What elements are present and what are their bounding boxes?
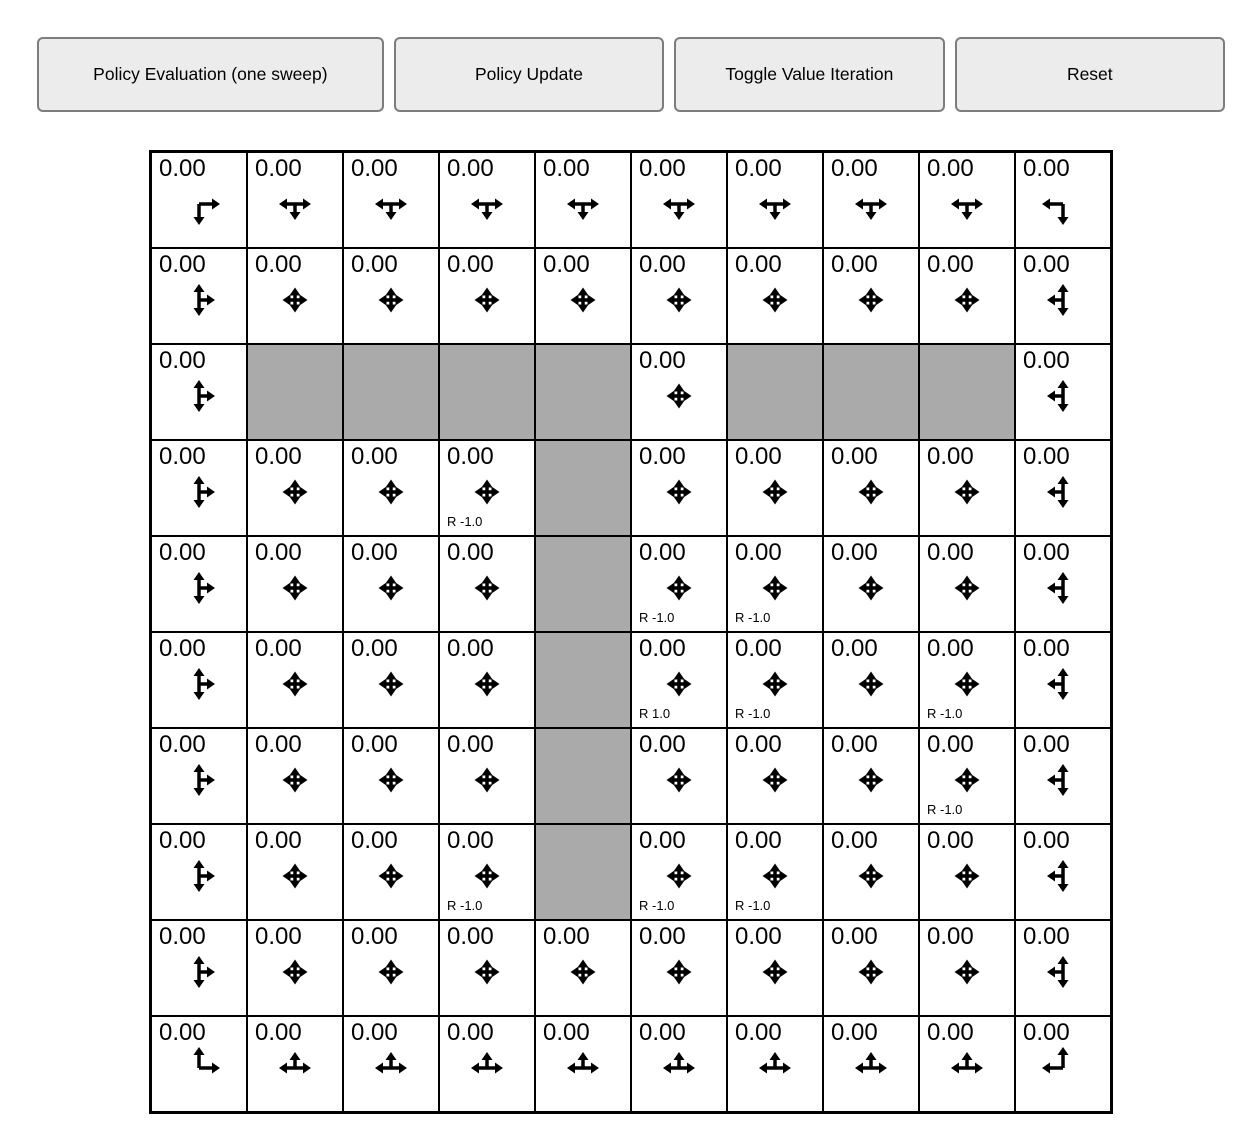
policy-arrows-icon bbox=[369, 1046, 413, 1090]
grid-cell[interactable] bbox=[439, 536, 535, 632]
policy-arrows-icon bbox=[273, 758, 317, 802]
grid-cell[interactable] bbox=[343, 440, 439, 536]
grid-cell[interactable] bbox=[1015, 440, 1111, 536]
state-value: 0.00 bbox=[447, 1019, 494, 1046]
state-value: 0.00 bbox=[351, 1019, 398, 1046]
state-value: 0.00 bbox=[159, 251, 206, 278]
policy-arrows-icon bbox=[1041, 278, 1085, 322]
grid-cell[interactable] bbox=[823, 824, 919, 920]
grid-cell[interactable] bbox=[727, 440, 823, 536]
state-value: 0.00 bbox=[831, 731, 878, 758]
reward-label: R -1.0 bbox=[927, 706, 963, 721]
grid-cell[interactable] bbox=[919, 536, 1015, 632]
state-value: 0.00 bbox=[351, 731, 398, 758]
state-value: 0.00 bbox=[927, 251, 974, 278]
policy-arrows-icon bbox=[1041, 758, 1085, 802]
state-value: 0.00 bbox=[927, 731, 974, 758]
policy-arrows-icon bbox=[945, 278, 989, 322]
state-value: 0.00 bbox=[255, 251, 302, 278]
grid-cell[interactable] bbox=[919, 440, 1015, 536]
policy-arrows-icon bbox=[465, 566, 509, 610]
state-value: 0.00 bbox=[735, 635, 782, 662]
grid-wall-cell[interactable] bbox=[535, 728, 631, 824]
policy-arrows-icon bbox=[945, 566, 989, 610]
gridworld bbox=[149, 150, 1113, 1114]
grid-cell[interactable] bbox=[823, 1016, 919, 1112]
reward-label: R -1.0 bbox=[735, 706, 771, 721]
policy-arrows-icon bbox=[753, 470, 797, 514]
grid-cell[interactable] bbox=[631, 536, 727, 632]
policy-arrows-icon bbox=[945, 1046, 989, 1090]
state-value: 0.00 bbox=[159, 443, 206, 470]
grid-cell[interactable] bbox=[343, 1016, 439, 1112]
state-value: 0.00 bbox=[831, 155, 878, 182]
state-value: 0.00 bbox=[639, 1019, 686, 1046]
policy-arrows-icon bbox=[177, 950, 221, 994]
state-value: 0.00 bbox=[1023, 251, 1070, 278]
policy-arrows-icon bbox=[1041, 182, 1085, 226]
policy-arrows-icon bbox=[465, 278, 509, 322]
state-value: 0.00 bbox=[159, 635, 206, 662]
policy-update-button[interactable]: Policy Update bbox=[394, 37, 664, 112]
reward-label: R -1.0 bbox=[927, 802, 963, 817]
grid-cell[interactable] bbox=[343, 632, 439, 728]
grid-cell[interactable] bbox=[151, 536, 247, 632]
grid-wall-cell[interactable] bbox=[535, 632, 631, 728]
grid-cell[interactable] bbox=[823, 632, 919, 728]
state-value: 0.00 bbox=[639, 827, 686, 854]
policy-arrows-icon bbox=[465, 662, 509, 706]
policy-arrows-icon bbox=[177, 182, 221, 226]
grid-cell[interactable] bbox=[151, 152, 247, 248]
grid-cell[interactable] bbox=[535, 1016, 631, 1112]
grid-cell[interactable] bbox=[343, 920, 439, 1016]
state-value: 0.00 bbox=[639, 251, 686, 278]
state-value: 0.00 bbox=[159, 1019, 206, 1046]
grid-wall-cell[interactable] bbox=[247, 344, 343, 440]
policy-arrows-icon bbox=[657, 566, 701, 610]
reward-label: R 1.0 bbox=[639, 706, 671, 721]
state-value: 0.00 bbox=[447, 731, 494, 758]
policy-arrows-icon bbox=[369, 662, 413, 706]
state-value: 0.00 bbox=[831, 635, 878, 662]
grid-cell[interactable] bbox=[1015, 344, 1111, 440]
policy-arrows-icon bbox=[369, 758, 413, 802]
state-value: 0.00 bbox=[639, 731, 686, 758]
grid-wall-cell[interactable] bbox=[535, 536, 631, 632]
state-value: 0.00 bbox=[1023, 923, 1070, 950]
policy-arrows-icon bbox=[177, 470, 221, 514]
state-value: 0.00 bbox=[1023, 347, 1070, 374]
policy-arrows-icon bbox=[273, 854, 317, 898]
grid-cell[interactable] bbox=[247, 728, 343, 824]
policy-arrows-icon bbox=[657, 854, 701, 898]
state-value: 0.00 bbox=[447, 827, 494, 854]
grid-cell[interactable] bbox=[151, 1016, 247, 1112]
grid-cell[interactable] bbox=[439, 632, 535, 728]
grid-cell[interactable] bbox=[919, 1016, 1015, 1112]
policy-arrows-icon bbox=[945, 854, 989, 898]
state-value: 0.00 bbox=[447, 539, 494, 566]
grid-cell[interactable] bbox=[439, 248, 535, 344]
grid-cell[interactable] bbox=[247, 152, 343, 248]
policy-arrows-icon bbox=[849, 854, 893, 898]
policy-arrows-icon bbox=[465, 182, 509, 226]
toggle-value-iteration-button[interactable]: Toggle Value Iteration bbox=[674, 37, 944, 112]
policy-arrows-icon bbox=[465, 758, 509, 802]
grid-cell[interactable] bbox=[1015, 152, 1111, 248]
grid-cell[interactable] bbox=[631, 344, 727, 440]
toolbar bbox=[37, 37, 1225, 112]
policy-arrows-icon bbox=[561, 1046, 605, 1090]
policy-arrows-icon bbox=[465, 950, 509, 994]
grid-cell[interactable] bbox=[631, 1016, 727, 1112]
state-value: 0.00 bbox=[831, 443, 878, 470]
policy-arrows-icon bbox=[849, 662, 893, 706]
policy-arrows-icon bbox=[273, 278, 317, 322]
grid-cell[interactable] bbox=[823, 728, 919, 824]
policy-arrows-icon bbox=[273, 566, 317, 610]
policy-arrows-icon bbox=[1041, 374, 1085, 418]
state-value: 0.00 bbox=[735, 251, 782, 278]
policy-arrows-icon bbox=[465, 1046, 509, 1090]
policy-arrows-icon bbox=[273, 182, 317, 226]
policy-arrows-icon bbox=[753, 278, 797, 322]
policy-arrows-icon bbox=[849, 566, 893, 610]
policy-arrows-icon bbox=[465, 854, 509, 898]
grid-cell[interactable] bbox=[1015, 632, 1111, 728]
policy-arrows-icon bbox=[945, 950, 989, 994]
policy-arrows-icon bbox=[753, 566, 797, 610]
state-value: 0.00 bbox=[831, 539, 878, 566]
state-value: 0.00 bbox=[927, 827, 974, 854]
state-value: 0.00 bbox=[351, 539, 398, 566]
grid-cell[interactable] bbox=[247, 440, 343, 536]
grid-cell[interactable] bbox=[631, 152, 727, 248]
policy-arrows-icon bbox=[1041, 470, 1085, 514]
state-value: 0.00 bbox=[351, 827, 398, 854]
policy-arrows-icon bbox=[657, 950, 701, 994]
state-value: 0.00 bbox=[639, 347, 686, 374]
grid-cell[interactable] bbox=[727, 920, 823, 1016]
grid-cell[interactable] bbox=[919, 920, 1015, 1016]
policy-arrows-icon bbox=[945, 470, 989, 514]
grid-cell[interactable] bbox=[823, 536, 919, 632]
policy-arrows-icon bbox=[753, 950, 797, 994]
grid-cell[interactable] bbox=[247, 824, 343, 920]
policy-evaluation-button[interactable]: Policy Evaluation (one sweep) bbox=[37, 37, 384, 112]
grid-cell[interactable] bbox=[151, 824, 247, 920]
state-value: 0.00 bbox=[927, 635, 974, 662]
grid-wall-cell[interactable] bbox=[535, 824, 631, 920]
policy-arrows-icon bbox=[945, 662, 989, 706]
grid-cell[interactable] bbox=[439, 152, 535, 248]
policy-arrows-icon bbox=[657, 278, 701, 322]
policy-arrows-icon bbox=[273, 662, 317, 706]
state-value: 0.00 bbox=[351, 155, 398, 182]
state-value: 0.00 bbox=[543, 251, 590, 278]
policy-arrows-icon bbox=[849, 470, 893, 514]
grid-cell[interactable] bbox=[151, 344, 247, 440]
grid-cell[interactable] bbox=[727, 536, 823, 632]
grid-cell[interactable] bbox=[1015, 824, 1111, 920]
grid-cell[interactable] bbox=[247, 632, 343, 728]
grid-cell[interactable] bbox=[343, 248, 439, 344]
state-value: 0.00 bbox=[1023, 443, 1070, 470]
state-value: 0.00 bbox=[639, 635, 686, 662]
state-value: 0.00 bbox=[159, 923, 206, 950]
grid-cell[interactable] bbox=[343, 536, 439, 632]
state-value: 0.00 bbox=[735, 155, 782, 182]
state-value: 0.00 bbox=[255, 1019, 302, 1046]
policy-arrows-icon bbox=[849, 950, 893, 994]
reward-label: R -1.0 bbox=[735, 898, 771, 913]
state-value: 0.00 bbox=[831, 923, 878, 950]
grid-cell[interactable] bbox=[919, 824, 1015, 920]
policy-arrows-icon bbox=[849, 278, 893, 322]
policy-arrows-icon bbox=[849, 182, 893, 226]
grid-wall-cell[interactable] bbox=[919, 344, 1015, 440]
grid-cell[interactable] bbox=[343, 824, 439, 920]
policy-arrows-icon bbox=[657, 758, 701, 802]
grid-cell[interactable] bbox=[1015, 920, 1111, 1016]
policy-arrows-icon bbox=[369, 854, 413, 898]
grid-cell[interactable] bbox=[823, 440, 919, 536]
state-value: 0.00 bbox=[927, 1019, 974, 1046]
state-value: 0.00 bbox=[447, 155, 494, 182]
grid-cell[interactable] bbox=[1015, 728, 1111, 824]
state-value: 0.00 bbox=[639, 539, 686, 566]
grid-wall-cell[interactable] bbox=[343, 344, 439, 440]
grid-cell[interactable] bbox=[631, 824, 727, 920]
state-value: 0.00 bbox=[447, 443, 494, 470]
grid-cell[interactable] bbox=[631, 920, 727, 1016]
grid-cell[interactable] bbox=[1015, 536, 1111, 632]
state-value: 0.00 bbox=[447, 923, 494, 950]
policy-arrows-icon bbox=[657, 182, 701, 226]
state-value: 0.00 bbox=[735, 731, 782, 758]
grid-cell[interactable] bbox=[247, 920, 343, 1016]
grid-cell[interactable] bbox=[343, 152, 439, 248]
grid-cell[interactable] bbox=[631, 248, 727, 344]
policy-arrows-icon bbox=[657, 1046, 701, 1090]
state-value: 0.00 bbox=[1023, 155, 1070, 182]
grid-cell[interactable] bbox=[247, 1016, 343, 1112]
grid-cell[interactable] bbox=[1015, 1016, 1111, 1112]
state-value: 0.00 bbox=[735, 923, 782, 950]
policy-arrows-icon bbox=[1041, 854, 1085, 898]
state-value: 0.00 bbox=[543, 923, 590, 950]
state-value: 0.00 bbox=[159, 539, 206, 566]
state-value: 0.00 bbox=[159, 347, 206, 374]
grid-cell[interactable] bbox=[823, 920, 919, 1016]
state-value: 0.00 bbox=[1023, 635, 1070, 662]
grid-cell[interactable] bbox=[919, 248, 1015, 344]
grid-wall-cell[interactable] bbox=[535, 440, 631, 536]
policy-arrows-icon bbox=[369, 278, 413, 322]
policy-arrows-icon bbox=[177, 566, 221, 610]
grid-cell[interactable] bbox=[535, 920, 631, 1016]
grid-cell[interactable] bbox=[439, 824, 535, 920]
state-value: 0.00 bbox=[735, 443, 782, 470]
grid-cell[interactable] bbox=[151, 248, 247, 344]
state-value: 0.00 bbox=[831, 1019, 878, 1046]
policy-arrows-icon bbox=[369, 470, 413, 514]
reward-label: R -1.0 bbox=[639, 898, 675, 913]
state-value: 0.00 bbox=[1023, 539, 1070, 566]
state-value: 0.00 bbox=[639, 155, 686, 182]
policy-arrows-icon bbox=[273, 950, 317, 994]
grid-cell[interactable] bbox=[727, 152, 823, 248]
state-value: 0.00 bbox=[255, 443, 302, 470]
policy-arrows-icon bbox=[945, 182, 989, 226]
state-value: 0.00 bbox=[255, 731, 302, 758]
policy-arrows-icon bbox=[369, 566, 413, 610]
state-value: 0.00 bbox=[351, 251, 398, 278]
policy-arrows-icon bbox=[657, 470, 701, 514]
state-value: 0.00 bbox=[735, 539, 782, 566]
grid-wall-cell[interactable] bbox=[439, 344, 535, 440]
policy-arrows-icon bbox=[849, 1046, 893, 1090]
grid-cell[interactable] bbox=[439, 440, 535, 536]
policy-arrows-icon bbox=[753, 1046, 797, 1090]
grid-cell[interactable] bbox=[823, 152, 919, 248]
policy-arrows-icon bbox=[561, 950, 605, 994]
state-value: 0.00 bbox=[927, 155, 974, 182]
policy-arrows-icon bbox=[657, 374, 701, 418]
grid-cell[interactable] bbox=[727, 728, 823, 824]
policy-arrows-icon bbox=[657, 662, 701, 706]
state-value: 0.00 bbox=[927, 923, 974, 950]
policy-arrows-icon bbox=[177, 662, 221, 706]
policy-arrows-icon bbox=[1041, 950, 1085, 994]
reward-label: R -1.0 bbox=[639, 610, 675, 625]
policy-arrows-icon bbox=[1041, 662, 1085, 706]
state-value: 0.00 bbox=[735, 1019, 782, 1046]
policy-arrows-icon bbox=[369, 950, 413, 994]
grid-cell[interactable] bbox=[727, 632, 823, 728]
grid-wall-cell[interactable] bbox=[823, 344, 919, 440]
grid-cell[interactable] bbox=[151, 728, 247, 824]
grid-cell[interactable] bbox=[919, 152, 1015, 248]
policy-arrows-icon bbox=[177, 1046, 221, 1090]
grid-cell[interactable] bbox=[247, 536, 343, 632]
state-value: 0.00 bbox=[639, 923, 686, 950]
policy-arrows-icon bbox=[369, 182, 413, 226]
state-value: 0.00 bbox=[255, 539, 302, 566]
policy-arrows-icon bbox=[945, 758, 989, 802]
state-value: 0.00 bbox=[831, 827, 878, 854]
reward-label: R -1.0 bbox=[735, 610, 771, 625]
policy-arrows-icon bbox=[849, 758, 893, 802]
grid-wall-cell[interactable] bbox=[727, 344, 823, 440]
grid-cell[interactable] bbox=[631, 632, 727, 728]
policy-arrows-icon bbox=[561, 182, 605, 226]
state-value: 0.00 bbox=[831, 251, 878, 278]
state-value: 0.00 bbox=[351, 923, 398, 950]
reward-label: R -1.0 bbox=[447, 898, 483, 913]
grid-cell[interactable] bbox=[151, 632, 247, 728]
policy-arrows-icon bbox=[753, 662, 797, 706]
policy-arrows-icon bbox=[177, 278, 221, 322]
grid-cell[interactable] bbox=[631, 440, 727, 536]
grid-cell[interactable] bbox=[631, 728, 727, 824]
reward-label: R -1.0 bbox=[447, 514, 483, 529]
grid-cell[interactable] bbox=[439, 1016, 535, 1112]
policy-arrows-icon bbox=[561, 278, 605, 322]
state-value: 0.00 bbox=[159, 731, 206, 758]
reset-button[interactable]: Reset bbox=[955, 37, 1225, 112]
grid-cell[interactable] bbox=[727, 248, 823, 344]
state-value: 0.00 bbox=[159, 155, 206, 182]
state-value: 0.00 bbox=[255, 635, 302, 662]
policy-arrows-icon bbox=[273, 1046, 317, 1090]
policy-arrows-icon bbox=[753, 758, 797, 802]
state-value: 0.00 bbox=[927, 443, 974, 470]
policy-arrows-icon bbox=[177, 374, 221, 418]
policy-arrows-icon bbox=[177, 758, 221, 802]
grid-cell[interactable] bbox=[727, 824, 823, 920]
grid-cell[interactable] bbox=[919, 728, 1015, 824]
grid-cell[interactable] bbox=[823, 248, 919, 344]
state-value: 0.00 bbox=[351, 635, 398, 662]
state-value: 0.00 bbox=[351, 443, 398, 470]
grid-cell[interactable] bbox=[1015, 248, 1111, 344]
grid-cell[interactable] bbox=[343, 728, 439, 824]
grid-cell[interactable] bbox=[727, 1016, 823, 1112]
state-value: 0.00 bbox=[1023, 731, 1070, 758]
state-value: 0.00 bbox=[543, 1019, 590, 1046]
state-value: 0.00 bbox=[255, 155, 302, 182]
state-value: 0.00 bbox=[1023, 827, 1070, 854]
policy-arrows-icon bbox=[1041, 1046, 1085, 1090]
state-value: 0.00 bbox=[447, 251, 494, 278]
grid-cell[interactable] bbox=[439, 920, 535, 1016]
grid-cell[interactable] bbox=[247, 248, 343, 344]
grid-cell[interactable] bbox=[151, 920, 247, 1016]
state-value: 0.00 bbox=[1023, 1019, 1070, 1046]
grid-cell[interactable] bbox=[535, 152, 631, 248]
policy-arrows-icon bbox=[753, 182, 797, 226]
state-value: 0.00 bbox=[543, 155, 590, 182]
state-value: 0.00 bbox=[255, 827, 302, 854]
policy-arrows-icon bbox=[1041, 566, 1085, 610]
state-value: 0.00 bbox=[927, 539, 974, 566]
state-value: 0.00 bbox=[639, 443, 686, 470]
policy-arrows-icon bbox=[465, 470, 509, 514]
state-value: 0.00 bbox=[159, 827, 206, 854]
grid-cell[interactable] bbox=[535, 248, 631, 344]
grid-wall-cell[interactable] bbox=[535, 344, 631, 440]
grid-cell[interactable] bbox=[919, 632, 1015, 728]
state-value: 0.00 bbox=[255, 923, 302, 950]
grid-cell[interactable] bbox=[439, 728, 535, 824]
policy-arrows-icon bbox=[273, 470, 317, 514]
state-value: 0.00 bbox=[735, 827, 782, 854]
state-value: 0.00 bbox=[447, 635, 494, 662]
policy-arrows-icon bbox=[753, 854, 797, 898]
grid-cell[interactable] bbox=[151, 440, 247, 536]
policy-arrows-icon bbox=[177, 854, 221, 898]
